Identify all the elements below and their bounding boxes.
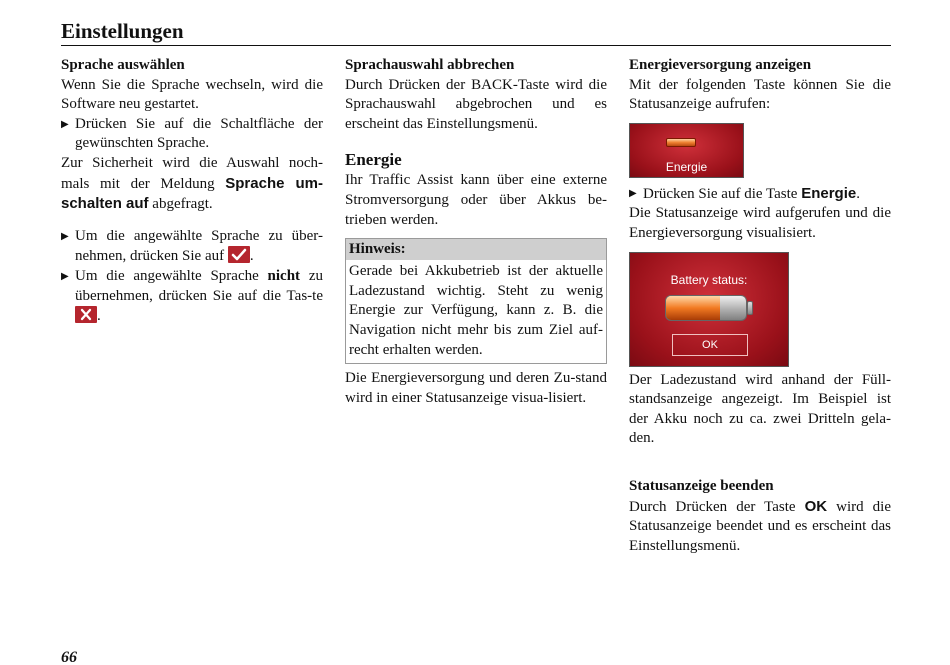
paragraph-power-supply: Ihr Traffic Assist kann über eine externe Stromversorgung oder über Akkus be-trieben werden.: [345, 172, 607, 228]
page-title: Einstellungen: [61, 18, 891, 46]
column-show-energy: [629, 56, 891, 556]
battery-level-fill: [666, 296, 720, 320]
paragraph-press-ok: Durch Drücken der Taste OK wird die Statusanzeige beendet und es erscheint das Einstellungsmenü.: [629, 497, 891, 554]
message-switch-language: Sprache um-schalten auf: [61, 174, 324, 213]
battery-status-title: Battery status:: [670, 272, 748, 287]
paragraph-status-opened: Die Statusanzeige wird aufgerufen und die Energieversorgung visualisiert.: [629, 205, 891, 241]
bullet-press-energy: ▶ Drücken Sie auf die Taste Energie.: [629, 184, 891, 205]
note-text: Gerade bei Akkubetrieb ist der aktuelle Ladezustand wichtig. Steht zu wenig Energie zur Verfügung, kann z. B. die Navigation nicht mehr bis zum Ziel auf-recht erhalten werden.: [349, 263, 603, 358]
heading-select-language: Sprache auswählen: [61, 57, 185, 73]
battery-status-screenshot: [629, 252, 789, 367]
checkmark-icon: [228, 246, 250, 263]
column-energy: [345, 56, 607, 408]
energy-button-screenshot: [629, 123, 744, 178]
section-heading-energy: Energie: [345, 150, 402, 170]
battery-tip: [747, 301, 753, 315]
paragraph-language-restart: Wenn Sie die Sprache wechseln, wird die Software neu gestartet.: [61, 76, 323, 113]
heading-show-energy: Energieversorgung anzeigen: [629, 57, 812, 73]
paragraph-back-key: Durch Drücken der BACK-Taste wird die Sprachauswahl abgebrochen und es erscheint das Einstellungsmenü.: [345, 76, 607, 132]
paragraph-status-display: Die Energieversorgung und deren Zu-stand wird in einer Statusanzeige visua-lisiert.: [345, 370, 607, 406]
bullet-accept-language: ▶ Um die angewählte Sprache zu über-nehmen, drücken Sie auf .: [61, 227, 323, 267]
note-title: Hinweis:: [346, 239, 606, 260]
column-language: [61, 56, 323, 327]
paragraph-call-status: Mit der folgenden Taste können Sie die Statusanzeige aufrufen:: [629, 76, 891, 113]
bullet-press-language-button: ▶ Drücken Sie auf die Schaltfläche der gewünschten Sprache.: [61, 115, 323, 154]
page-number: 66: [61, 649, 77, 665]
heading-cancel-language: Sprachauswahl abbrechen: [345, 57, 515, 73]
paragraph-confirm-query: Zur Sicherheit wird die Auswahl noch-mals mit der Meldung Sprache um-schalten auf abgefragt.: [61, 154, 324, 213]
energy-button-label: Energie: [665, 159, 708, 174]
battery-icon: [666, 138, 696, 147]
bullet-reject-language: ▶ Um die angewählte Sprache nicht zu übernehmen, drücken Sie auf die Tas-te .: [61, 267, 323, 327]
battery-level-bar: [665, 295, 747, 321]
cross-icon: [75, 306, 97, 323]
heading-close-status: Statusanzeige beenden: [629, 477, 774, 494]
paragraph-charge-level: Der Ladezustand wird anhand der Füll-standsanzeige angezeigt. Im Beispiel ist der Akku noch zu ca. zwei Dritteln gela-den.: [629, 371, 891, 447]
note-box: [345, 238, 607, 364]
battery-ok-button: OK: [672, 334, 748, 356]
